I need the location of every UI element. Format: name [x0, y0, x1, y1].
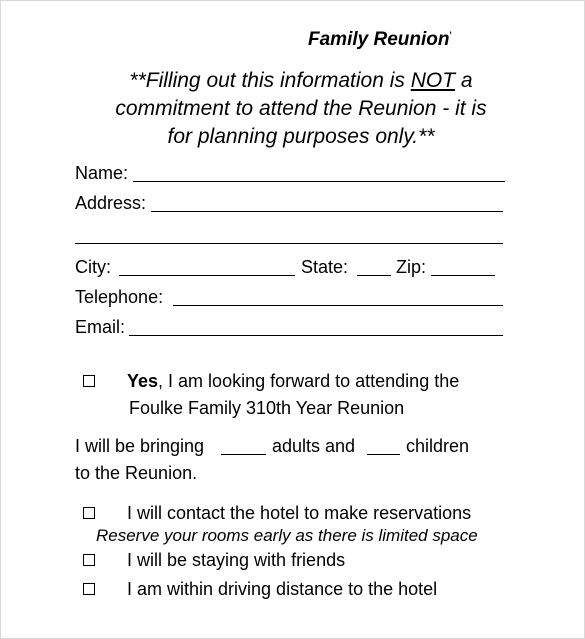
bringing-mid: adults and [272, 436, 356, 456]
attending-yes: Yes [127, 371, 159, 391]
hotel-checkbox[interactable] [83, 507, 95, 519]
driving-checkbox[interactable] [83, 583, 95, 595]
friends-label: I will be staying with friends [127, 550, 346, 570]
form-title-text: Family Reunion [308, 29, 450, 50]
driving-label: I am within driving distance to the hotel [127, 579, 438, 599]
address-line-2-field[interactable] [75, 243, 503, 244]
children-count-field[interactable] [367, 454, 400, 455]
notice-line-1-pre: **Filling out this information is [129, 69, 411, 92]
attending-line-2: Foulke Family 310th Year Reunion [129, 398, 405, 418]
notice-line-1-post: a [455, 69, 473, 92]
state-label: State: [301, 257, 349, 277]
telephone-field[interactable] [173, 305, 503, 306]
address-label: Address: [75, 193, 147, 213]
bringing-line-2: to the Reunion. [75, 463, 198, 483]
title-mark: ' [449, 29, 452, 43]
hotel-note: Reserve your rooms early as there is limited space [96, 526, 478, 545]
notice-line-3: for planning purposes only.** [167, 125, 435, 148]
city-field[interactable] [119, 275, 295, 276]
address-field[interactable] [151, 211, 503, 212]
zip-field[interactable] [431, 275, 495, 276]
notice-line-1 [61, 67, 541, 95]
form-title [308, 29, 452, 51]
hotel-label: I will contact the hotel to make reservations [127, 503, 472, 523]
name-field[interactable] [133, 181, 505, 182]
email-label: Email: [75, 317, 126, 337]
notice-line-2: commitment to attend the Reunion - it is [115, 97, 487, 120]
adults-count-field[interactable] [221, 454, 266, 455]
notice-emphasis: NOT [410, 69, 456, 92]
email-field[interactable] [129, 335, 503, 336]
bringing-pre: I will be bringing [75, 436, 205, 456]
attending-line-1 [127, 371, 459, 392]
zip-label: Zip: [396, 257, 427, 277]
name-label: Name: [75, 163, 129, 183]
friends-checkbox[interactable] [83, 554, 95, 566]
telephone-label: Telephone: [75, 287, 164, 307]
attending-checkbox[interactable] [83, 375, 95, 387]
city-label: City: [75, 257, 111, 277]
attending-rest: , I am looking forward to attending the [158, 371, 460, 391]
state-field[interactable] [357, 275, 391, 276]
bringing-post: children [406, 436, 470, 456]
